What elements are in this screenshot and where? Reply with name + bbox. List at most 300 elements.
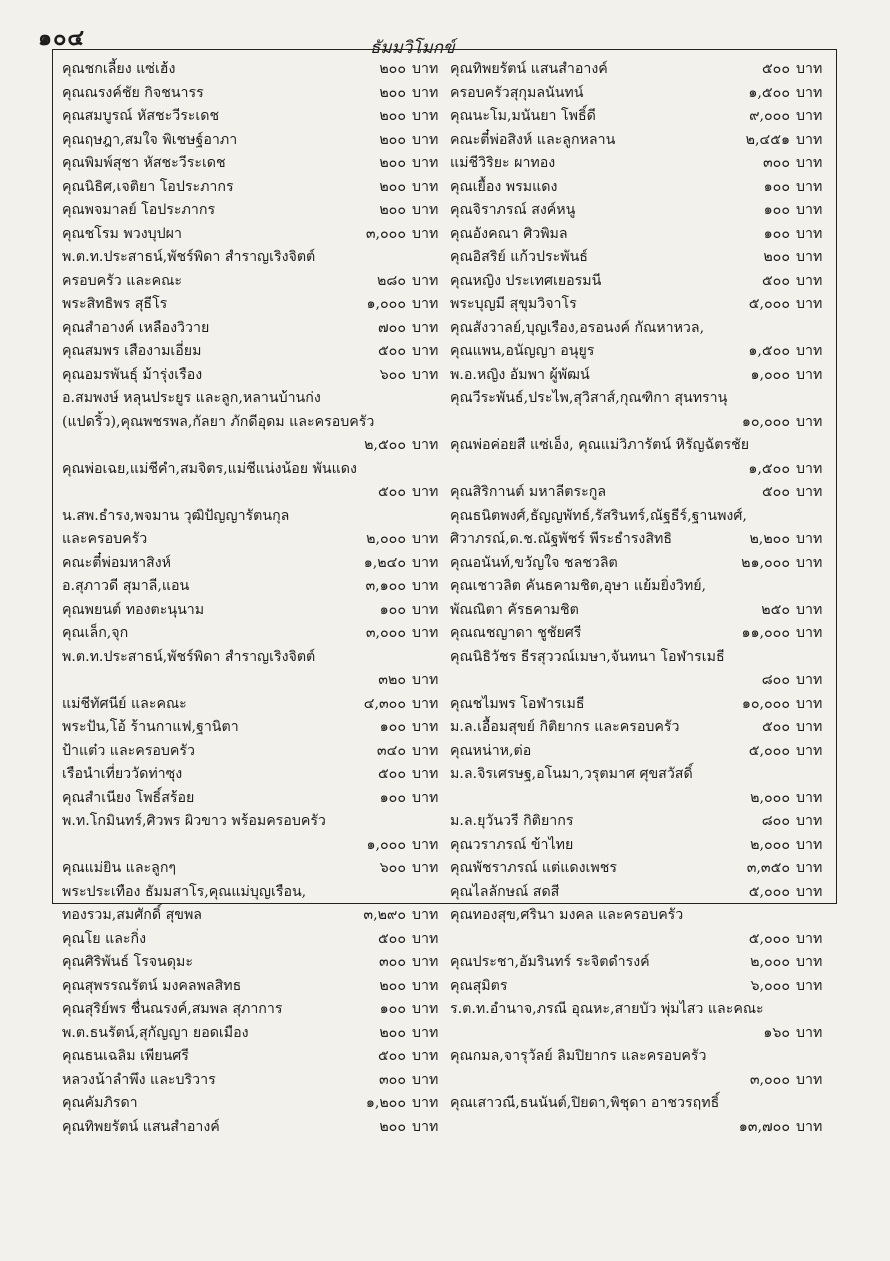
currency-unit bbox=[801, 646, 832, 670]
currency-unit: บาท bbox=[796, 1071, 823, 1088]
currency-unit: บาท bbox=[412, 1071, 439, 1088]
donor-name: คุณณชญาดา ชูชัยศรี bbox=[450, 625, 582, 641]
donation-amount: ๕,๐๐๐ bbox=[748, 742, 790, 759]
donor-row bbox=[62, 270, 448, 294]
donor-row bbox=[450, 1116, 832, 1140]
donor-name bbox=[450, 669, 708, 693]
donor-row bbox=[450, 152, 832, 176]
donor-name: พระสิทธิพร สุธีโร bbox=[62, 296, 168, 312]
donor-row bbox=[450, 481, 832, 505]
donor-row bbox=[62, 105, 448, 129]
donor-row bbox=[450, 317, 832, 341]
currency-unit: บาท bbox=[412, 836, 439, 853]
donor-row bbox=[62, 834, 448, 858]
donor-name: คุณเยื้อง พรมแดง bbox=[450, 178, 558, 195]
donor-row bbox=[450, 716, 832, 740]
donor-row bbox=[450, 998, 832, 1022]
donor-name: คุณสุพรรณรัตน์ มงคลพลสิทธ bbox=[62, 977, 242, 994]
donor-row bbox=[450, 857, 832, 881]
donor-name: ม.ล.เอื้อมสุขย์ กิติยากร และครอบครัว bbox=[450, 719, 680, 735]
donor-row bbox=[62, 364, 448, 388]
donation-amount: ๒๐๐ bbox=[379, 178, 406, 195]
currency-unit: บาท bbox=[796, 343, 823, 359]
donor-name: คณะตี๋พ่อสิงห์ และลูกหลาน bbox=[450, 131, 616, 148]
donor-row bbox=[62, 669, 448, 693]
currency-unit: บาท bbox=[796, 836, 823, 853]
donor-name: พ.ท.โกมินทร์,ศิวพร ผิวขาว พร้อมครอบครัว bbox=[62, 813, 326, 829]
currency-unit bbox=[412, 881, 448, 905]
donor-row bbox=[62, 458, 448, 482]
currency-unit: บาท bbox=[412, 742, 439, 759]
donor-row bbox=[62, 552, 448, 576]
currency-unit: บาท bbox=[796, 554, 823, 571]
currency-unit bbox=[427, 411, 448, 435]
donor-name: แม่ชีวิริยะ ผาทอง bbox=[450, 155, 556, 171]
currency-unit: บาท bbox=[412, 601, 439, 618]
donor-row bbox=[450, 552, 832, 576]
donation-amount bbox=[708, 763, 796, 787]
donor-row bbox=[62, 716, 448, 740]
currency-unit: บาท bbox=[412, 930, 439, 947]
donation-amount: ๓,๑๐๐ bbox=[365, 578, 406, 594]
donation-amount: ๒๘๐ bbox=[377, 272, 406, 289]
donor-column-right bbox=[450, 58, 832, 1139]
donation-amount: ๓๐๐ bbox=[762, 155, 790, 171]
donation-amount: ๑๐,๐๐๐ bbox=[741, 695, 790, 712]
donor-name: คุณพัชราภรณ์ แต่แดงเพชร bbox=[450, 860, 617, 876]
donor-name: ครอบครัว และคณะ bbox=[62, 272, 182, 289]
donor-row bbox=[450, 928, 832, 952]
donor-row bbox=[62, 223, 448, 247]
currency-unit bbox=[412, 246, 448, 270]
donation-amount: ๒,๒๐๐ bbox=[749, 531, 790, 547]
donation-amount bbox=[725, 646, 801, 670]
currency-unit: บาท bbox=[796, 531, 823, 547]
donor-name: คุณนะโม,มนันยา โพธิ์ดี bbox=[450, 108, 596, 124]
donor-name: คุณไลลักษณ์ สดสี bbox=[450, 883, 560, 900]
donation-amount: ๒๐๐ bbox=[379, 108, 406, 124]
donor-row bbox=[450, 881, 832, 905]
donor-name: พ.ต.ท.ประสาธน์,พัชร์พิดา สำราญเริงจิตต์ bbox=[62, 249, 316, 265]
donor-name bbox=[62, 669, 324, 693]
donor-row bbox=[450, 270, 832, 294]
donation-amount: ๑๐๐ bbox=[379, 1001, 406, 1017]
donor-name: ม.ล.ยุวันวรี กิติยากร bbox=[450, 813, 574, 829]
donation-amount: ๒,๐๐๐ bbox=[750, 954, 790, 970]
donation-amount: ๓,๐๐๐ bbox=[365, 225, 406, 242]
donation-amount bbox=[326, 810, 413, 834]
donor-row bbox=[450, 1022, 832, 1046]
donor-name: คุณชกเลี้ยง แซ่เฮ้ง bbox=[62, 61, 176, 77]
donation-amount: ๑๐๐ bbox=[763, 202, 790, 218]
donor-row bbox=[62, 881, 448, 905]
donor-row bbox=[62, 928, 448, 952]
currency-unit: บาท bbox=[796, 484, 823, 500]
donation-amount: ๕๐๐ bbox=[761, 719, 790, 735]
donor-name: คุณวราภรณ์ ข้าไทย bbox=[450, 836, 574, 853]
donor-name: คุณอนันท์,ขวัญใจ ชลชวลิต bbox=[450, 554, 618, 571]
currency-unit bbox=[413, 810, 448, 834]
currency-unit: บาท bbox=[796, 672, 823, 688]
donation-amount: ๕๐๐ bbox=[377, 930, 406, 947]
donor-name: อ.สมพงษ์ หลุนประยูร และลูก,หลานบ้านก่ง bbox=[62, 390, 321, 406]
donor-name: พ.อ.หญิง อัมพา ผู้พัฒน์ bbox=[450, 366, 590, 383]
donation-amount: ๑๐๐ bbox=[763, 225, 790, 242]
currency-unit bbox=[796, 763, 832, 787]
donation-amount bbox=[357, 458, 422, 482]
donor-row bbox=[62, 434, 448, 458]
donor-name: คุณเสาวณี,ธนนันต์,ปิยดา,พิชุดา อาชวรฤทธิ์ bbox=[450, 1095, 720, 1111]
donor-row bbox=[62, 575, 448, 599]
donor-name: ม.ล.จิรเศรษฐ,อโนมา,วรุตมาศ ศุขสวัสดิ์ bbox=[450, 766, 693, 782]
donation-amount: ๒๐๐ bbox=[379, 1118, 406, 1135]
donation-amount: ๑๐,๐๐๐ bbox=[741, 413, 790, 430]
donor-row bbox=[62, 646, 448, 670]
donor-row bbox=[450, 246, 832, 270]
donation-amount: ๕,๐๐๐ bbox=[748, 930, 790, 947]
donor-row bbox=[450, 176, 832, 200]
currency-unit: บาท bbox=[796, 883, 823, 900]
currency-unit: บาท bbox=[796, 719, 823, 735]
currency-unit: บาท bbox=[796, 202, 823, 218]
currency-unit: บาท bbox=[412, 672, 439, 688]
donor-name: พระปัน,โอ้ ร้านกาแฟ,ฐานิตา bbox=[62, 719, 239, 735]
donor-row bbox=[450, 622, 832, 646]
donor-row bbox=[62, 951, 448, 975]
currency-unit: บาท bbox=[412, 907, 439, 923]
donation-amount: ๕,๐๐๐ bbox=[748, 883, 790, 900]
donor-name: พ.ต.ธนรัตน์,สุกัญญา ยอดเมือง bbox=[62, 1024, 249, 1041]
currency-unit: บาท bbox=[796, 296, 823, 312]
donation-amount: ๑๓,๗๐๐ bbox=[738, 1118, 790, 1135]
currency-unit: บาท bbox=[412, 202, 439, 218]
donor-row bbox=[450, 129, 832, 153]
currency-unit bbox=[809, 434, 832, 458]
currency-unit: บาท bbox=[796, 460, 823, 477]
currency-unit: บาท bbox=[796, 954, 823, 970]
currency-unit bbox=[802, 387, 832, 411]
donor-row bbox=[62, 740, 448, 764]
donor-row bbox=[450, 975, 832, 999]
currency-unit bbox=[796, 317, 832, 341]
donor-name: คุณธนิตพงศ์,ธัญญพัทธ์,รัสรินทร์,ณัฐธีร์,ฐานพงศ์, bbox=[450, 507, 747, 524]
donation-amount bbox=[708, 575, 796, 599]
donation-amount bbox=[708, 317, 796, 341]
donation-amount: ๑๖๐ bbox=[763, 1024, 790, 1041]
donation-amount: ๑๐๐ bbox=[379, 601, 406, 618]
currency-unit bbox=[796, 575, 832, 599]
currency-unit: บาท bbox=[796, 813, 823, 829]
donor-name: (แปดริ้ว),คุณพชรพล,กัลยา ภักดีอุดม และครอบครัว bbox=[62, 413, 375, 430]
donation-amount: ๑๐๐ bbox=[379, 719, 406, 735]
donor-row bbox=[450, 904, 832, 928]
donor-row bbox=[450, 575, 832, 599]
currency-unit: บาท bbox=[412, 437, 439, 453]
donor-name: คุณแม่ยิน และลูกๆ bbox=[62, 860, 177, 876]
donation-amount: ๓,๓๕๐ bbox=[746, 860, 790, 876]
donor-row bbox=[62, 1116, 448, 1140]
currency-unit: บาท bbox=[796, 84, 823, 101]
donor-name: คุณนิธิวัชร ธีรสุววณ์เมษา,จันทนา โอฬารเมธี bbox=[450, 648, 725, 665]
donor-name bbox=[450, 1116, 708, 1140]
donation-amount: ๕๐๐ bbox=[377, 484, 406, 500]
page-number: ๑๐๔ bbox=[38, 25, 86, 51]
currency-unit bbox=[412, 387, 448, 411]
donor-name: คุณพ่อเฉย,แม่ชีคำ,สมจิตร,แม่ชีแน่งน้อย พันแดง bbox=[62, 460, 357, 477]
currency-unit: บาท bbox=[796, 155, 823, 171]
donor-row bbox=[62, 975, 448, 999]
donation-amount: ๑,๐๐๐ bbox=[750, 366, 790, 383]
donor-name: คุณคัมภิรดา bbox=[62, 1095, 138, 1111]
donation-amount: ๕๐๐ bbox=[761, 484, 790, 500]
donation-amount: ๒๑,๐๐๐ bbox=[741, 554, 790, 571]
currency-unit: บาท bbox=[796, 601, 823, 618]
donor-name: คุณสำเนียง โพธิ์สร้อย bbox=[62, 789, 195, 806]
donation-amount: ๙,๐๐๐ bbox=[749, 108, 790, 124]
donation-amount: ๕๐๐ bbox=[761, 272, 790, 289]
donor-name: คุณสุมิตร bbox=[450, 977, 508, 994]
donor-row bbox=[62, 763, 448, 787]
donor-name: หลวงน้าลำพึง และบริวาร bbox=[62, 1071, 216, 1088]
donor-name: ป้าแต๋ว และครอบครัว bbox=[62, 742, 195, 759]
donation-amount: ๓,๐๐๐ bbox=[749, 1071, 790, 1088]
donor-name: คุณทิพยรัตน์ แสนสำอางค์ bbox=[62, 1118, 220, 1135]
donation-amount: ๑,๐๐๐ bbox=[366, 296, 406, 312]
donor-name: คุณหน่าห,ต่อ bbox=[450, 742, 532, 759]
currency-unit: บาท bbox=[412, 554, 439, 571]
donor-row bbox=[450, 599, 832, 623]
currency-unit: บาท bbox=[412, 719, 439, 735]
donor-name: คุณนิธิศ,เจติยา โอประภากร bbox=[62, 178, 234, 195]
donation-amount: ๕๐๐ bbox=[377, 1048, 406, 1064]
donation-amount: ๑,๕๐๐ bbox=[748, 343, 790, 359]
donation-amount: ๒,๐๐๐ bbox=[750, 789, 790, 806]
donation-amount: ๒,๕๐๐ bbox=[364, 437, 406, 453]
currency-unit bbox=[808, 505, 832, 529]
donor-name bbox=[450, 411, 708, 435]
donor-row bbox=[450, 434, 832, 458]
donor-row bbox=[62, 293, 448, 317]
donor-row bbox=[450, 693, 832, 717]
donor-row bbox=[450, 740, 832, 764]
currency-unit: บาท bbox=[796, 225, 823, 242]
donor-name: คุณสุริย์พร ชื่นณรงค์,สมพล สุภาการ bbox=[62, 1001, 283, 1017]
currency-unit: บาท bbox=[412, 1024, 439, 1041]
donor-name: คุณฤษฎา,สมใจ พิเชษฐ์อาภา bbox=[62, 131, 238, 148]
donor-row bbox=[62, 1045, 448, 1069]
donation-amount: ๓,๐๐๐ bbox=[365, 625, 406, 641]
donor-row bbox=[450, 105, 832, 129]
donor-row bbox=[62, 387, 448, 411]
donor-row bbox=[62, 904, 448, 928]
currency-unit bbox=[412, 505, 448, 529]
donor-name: พระประเทือง ธัมมสาโร,คุณแม่บุญเรือน, bbox=[62, 883, 307, 900]
donor-name: คุณทองสุข,ศรินา มงคล และครอบครัว bbox=[450, 907, 684, 923]
donor-row bbox=[450, 951, 832, 975]
donor-row bbox=[62, 1069, 448, 1093]
currency-unit: บาท bbox=[412, 695, 439, 712]
donation-amount bbox=[324, 246, 412, 270]
donor-row bbox=[62, 1022, 448, 1046]
donation-amount: ๓๔๐ bbox=[376, 742, 406, 759]
donation-amount: ๒๐๐ bbox=[379, 977, 406, 994]
donation-amount: ๕๐๐ bbox=[377, 343, 406, 359]
donor-name bbox=[62, 834, 324, 858]
currency-unit: บาท bbox=[412, 1001, 439, 1017]
currency-unit: บาท bbox=[412, 343, 439, 359]
donation-amount: ๔,๓๐๐ bbox=[363, 695, 406, 712]
donation-amount: ๒๐๐ bbox=[763, 249, 790, 265]
donor-name: คุณจิราภรณ์ สงค์หนู bbox=[450, 202, 576, 218]
donor-name: คุณพิมพ์สุชา หัสชะวีระเดช bbox=[62, 155, 226, 171]
donation-amount: ๒๕๐ bbox=[761, 601, 790, 618]
donor-row bbox=[450, 364, 832, 388]
donor-name bbox=[62, 434, 324, 458]
donor-row bbox=[450, 293, 832, 317]
donor-row bbox=[62, 199, 448, 223]
currency-unit: บาท bbox=[796, 366, 823, 383]
running-header: ธัมมวิโมกข์ bbox=[370, 38, 455, 58]
donor-name bbox=[450, 928, 708, 952]
donor-row bbox=[62, 693, 448, 717]
donation-amount: ๕๐๐ bbox=[377, 766, 406, 782]
donor-name: คุณสังวาลย์,บุญเรือง,อรอนงค์ กัณหาหวล, bbox=[450, 319, 705, 336]
currency-unit: บาท bbox=[412, 178, 439, 195]
currency-unit: บาท bbox=[796, 413, 823, 430]
donation-amount: ๗๐๐ bbox=[378, 319, 406, 336]
donation-amount bbox=[324, 881, 412, 905]
donor-row bbox=[450, 528, 832, 552]
donor-row bbox=[62, 176, 448, 200]
currency-unit: บาท bbox=[796, 930, 823, 947]
currency-unit: บาท bbox=[796, 272, 823, 289]
currency-unit: บาท bbox=[412, 578, 439, 594]
currency-unit: บาท bbox=[796, 1024, 823, 1041]
currency-unit: บาท bbox=[412, 625, 439, 641]
donation-amount bbox=[708, 904, 796, 928]
donor-name: คุณชโรม พวงบุปผา bbox=[62, 225, 182, 242]
donor-name: คุณพ่อค่อยสี แซ่เอ็ง, คุณแม่วิภารัตน์ หิรัญฉัตรชัย bbox=[450, 437, 750, 453]
currency-unit: บาท bbox=[412, 1048, 439, 1064]
donor-name: คุณเล็ก,จุก bbox=[62, 625, 129, 641]
donation-amount: ๒๐๐ bbox=[379, 202, 406, 218]
donation-amount: ๑,๒๐๐ bbox=[365, 1095, 406, 1111]
donation-amount bbox=[747, 505, 808, 529]
donation-amount: ๒๐๐ bbox=[379, 155, 406, 171]
donor-name: พ.ต.ท.ประสาธน์,พัชร์พิดา สำราญเริงจิตต์ bbox=[62, 648, 316, 665]
currency-unit: บาท bbox=[412, 789, 439, 806]
donor-row bbox=[450, 763, 832, 787]
donor-row bbox=[450, 411, 832, 435]
currency-unit bbox=[796, 904, 832, 928]
donor-row bbox=[450, 669, 832, 693]
donor-row bbox=[62, 411, 448, 435]
currency-unit: บาท bbox=[412, 766, 439, 782]
donation-amount bbox=[764, 998, 813, 1022]
donation-amount: ๑๐๐ bbox=[379, 789, 406, 806]
donor-row bbox=[450, 199, 832, 223]
donation-amount: ๖๐๐ bbox=[379, 366, 406, 383]
donor-name: คุณกมล,จารุวัลย์ ลิมปิยากร และครอบครัว bbox=[450, 1048, 707, 1064]
donor-row bbox=[450, 505, 832, 529]
donation-amount bbox=[324, 505, 412, 529]
currency-unit: บาท bbox=[796, 860, 823, 876]
currency-unit: บาท bbox=[796, 1118, 823, 1135]
currency-unit: บาท bbox=[796, 625, 823, 641]
currency-unit bbox=[796, 1045, 832, 1069]
currency-unit bbox=[422, 458, 448, 482]
donor-name: ร.ต.ท.อำนาจ,ภรณี อุณหะ,สายบัว พุ่มไสว และคณะ bbox=[450, 1001, 764, 1017]
currency-unit: บาท bbox=[796, 789, 823, 806]
donor-name bbox=[62, 481, 324, 505]
donor-row bbox=[62, 810, 448, 834]
currency-unit: บาท bbox=[412, 977, 439, 994]
donation-amount: ๑,๕๐๐ bbox=[748, 84, 790, 101]
donor-row bbox=[62, 599, 448, 623]
donor-row bbox=[450, 834, 832, 858]
donor-name: คุณชไมพร โอฬารเมธี bbox=[450, 695, 585, 712]
donation-amount bbox=[324, 387, 412, 411]
donor-name: คุณประชา,อัมรินทร์ ระจิตดำรงค์ bbox=[450, 954, 650, 970]
donor-row bbox=[62, 317, 448, 341]
donation-amount bbox=[727, 387, 802, 411]
donor-row bbox=[450, 387, 832, 411]
donor-name: คุณเชาวลิต คันธคามชิต,อุษา แย้มยิ่งวิทย์, bbox=[450, 578, 707, 594]
donor-name: คุณแพน,อนัญญา อนุยูร bbox=[450, 343, 595, 359]
donor-row bbox=[450, 1092, 832, 1116]
donor-name: อ.สุภาวดี สุมาลี,แอน bbox=[62, 578, 190, 594]
donor-name: ศิวาภรณ์,ด.ช.ณัฐพัชร์ พีระธำรงสิทธิ bbox=[450, 531, 672, 547]
currency-unit: บาท bbox=[796, 108, 823, 124]
donor-row bbox=[450, 223, 832, 247]
donor-name: เรือนำเที่ยววัดท่าซุง bbox=[62, 766, 183, 782]
donation-amount: ๑,๐๐๐ bbox=[366, 836, 406, 853]
donor-row bbox=[62, 998, 448, 1022]
donor-name: แม่ชีทัศนีย์ และคณะ bbox=[62, 695, 187, 712]
currency-unit bbox=[412, 646, 448, 670]
donor-name bbox=[450, 787, 708, 811]
donor-name: คุณพจมาลย์ โอประภากร bbox=[62, 202, 216, 218]
currency-unit: บาท bbox=[796, 695, 823, 712]
donor-name bbox=[450, 1069, 708, 1093]
donor-row bbox=[450, 787, 832, 811]
donation-amount bbox=[374, 411, 427, 435]
donor-name: น.สพ.ธำรง,พจมาน วุฒิปัญญารัตนกุล bbox=[62, 507, 290, 524]
donor-name: คุณธนเฉลิม เพียนศรี bbox=[62, 1048, 189, 1064]
donation-amount: ๒,๐๐๐ bbox=[366, 531, 406, 547]
donor-row bbox=[450, 1045, 832, 1069]
donor-row bbox=[450, 82, 832, 106]
donor-name: คุณอมรพันธุ์ ม้ารุ่งเรือง bbox=[62, 366, 203, 383]
donor-row bbox=[62, 505, 448, 529]
donation-amount: ๓,๒๙๐ bbox=[363, 907, 406, 923]
donor-name bbox=[450, 458, 708, 482]
donor-row bbox=[62, 246, 448, 270]
donor-name: คุณสมพร เสืองามเอี่ยม bbox=[62, 343, 202, 359]
donor-row bbox=[62, 481, 448, 505]
donor-row bbox=[450, 58, 832, 82]
donor-name: คุณทิพยรัตน์ แสนสำอางค์ bbox=[450, 61, 608, 77]
donation-amount: ๘๐๐ bbox=[761, 672, 790, 688]
donation-amount: ๒๐๐ bbox=[379, 1024, 406, 1041]
donor-row bbox=[450, 458, 832, 482]
currency-unit: บาท bbox=[412, 296, 439, 312]
currency-unit: บาท bbox=[412, 366, 439, 383]
donor-name: พระบุญมี สุขุมวิจาโร bbox=[450, 296, 577, 312]
donor-name: คุณณรงค์ชัย กิจชนารร bbox=[62, 84, 204, 101]
currency-unit: บาท bbox=[412, 108, 439, 124]
currency-unit: บาท bbox=[796, 249, 823, 265]
